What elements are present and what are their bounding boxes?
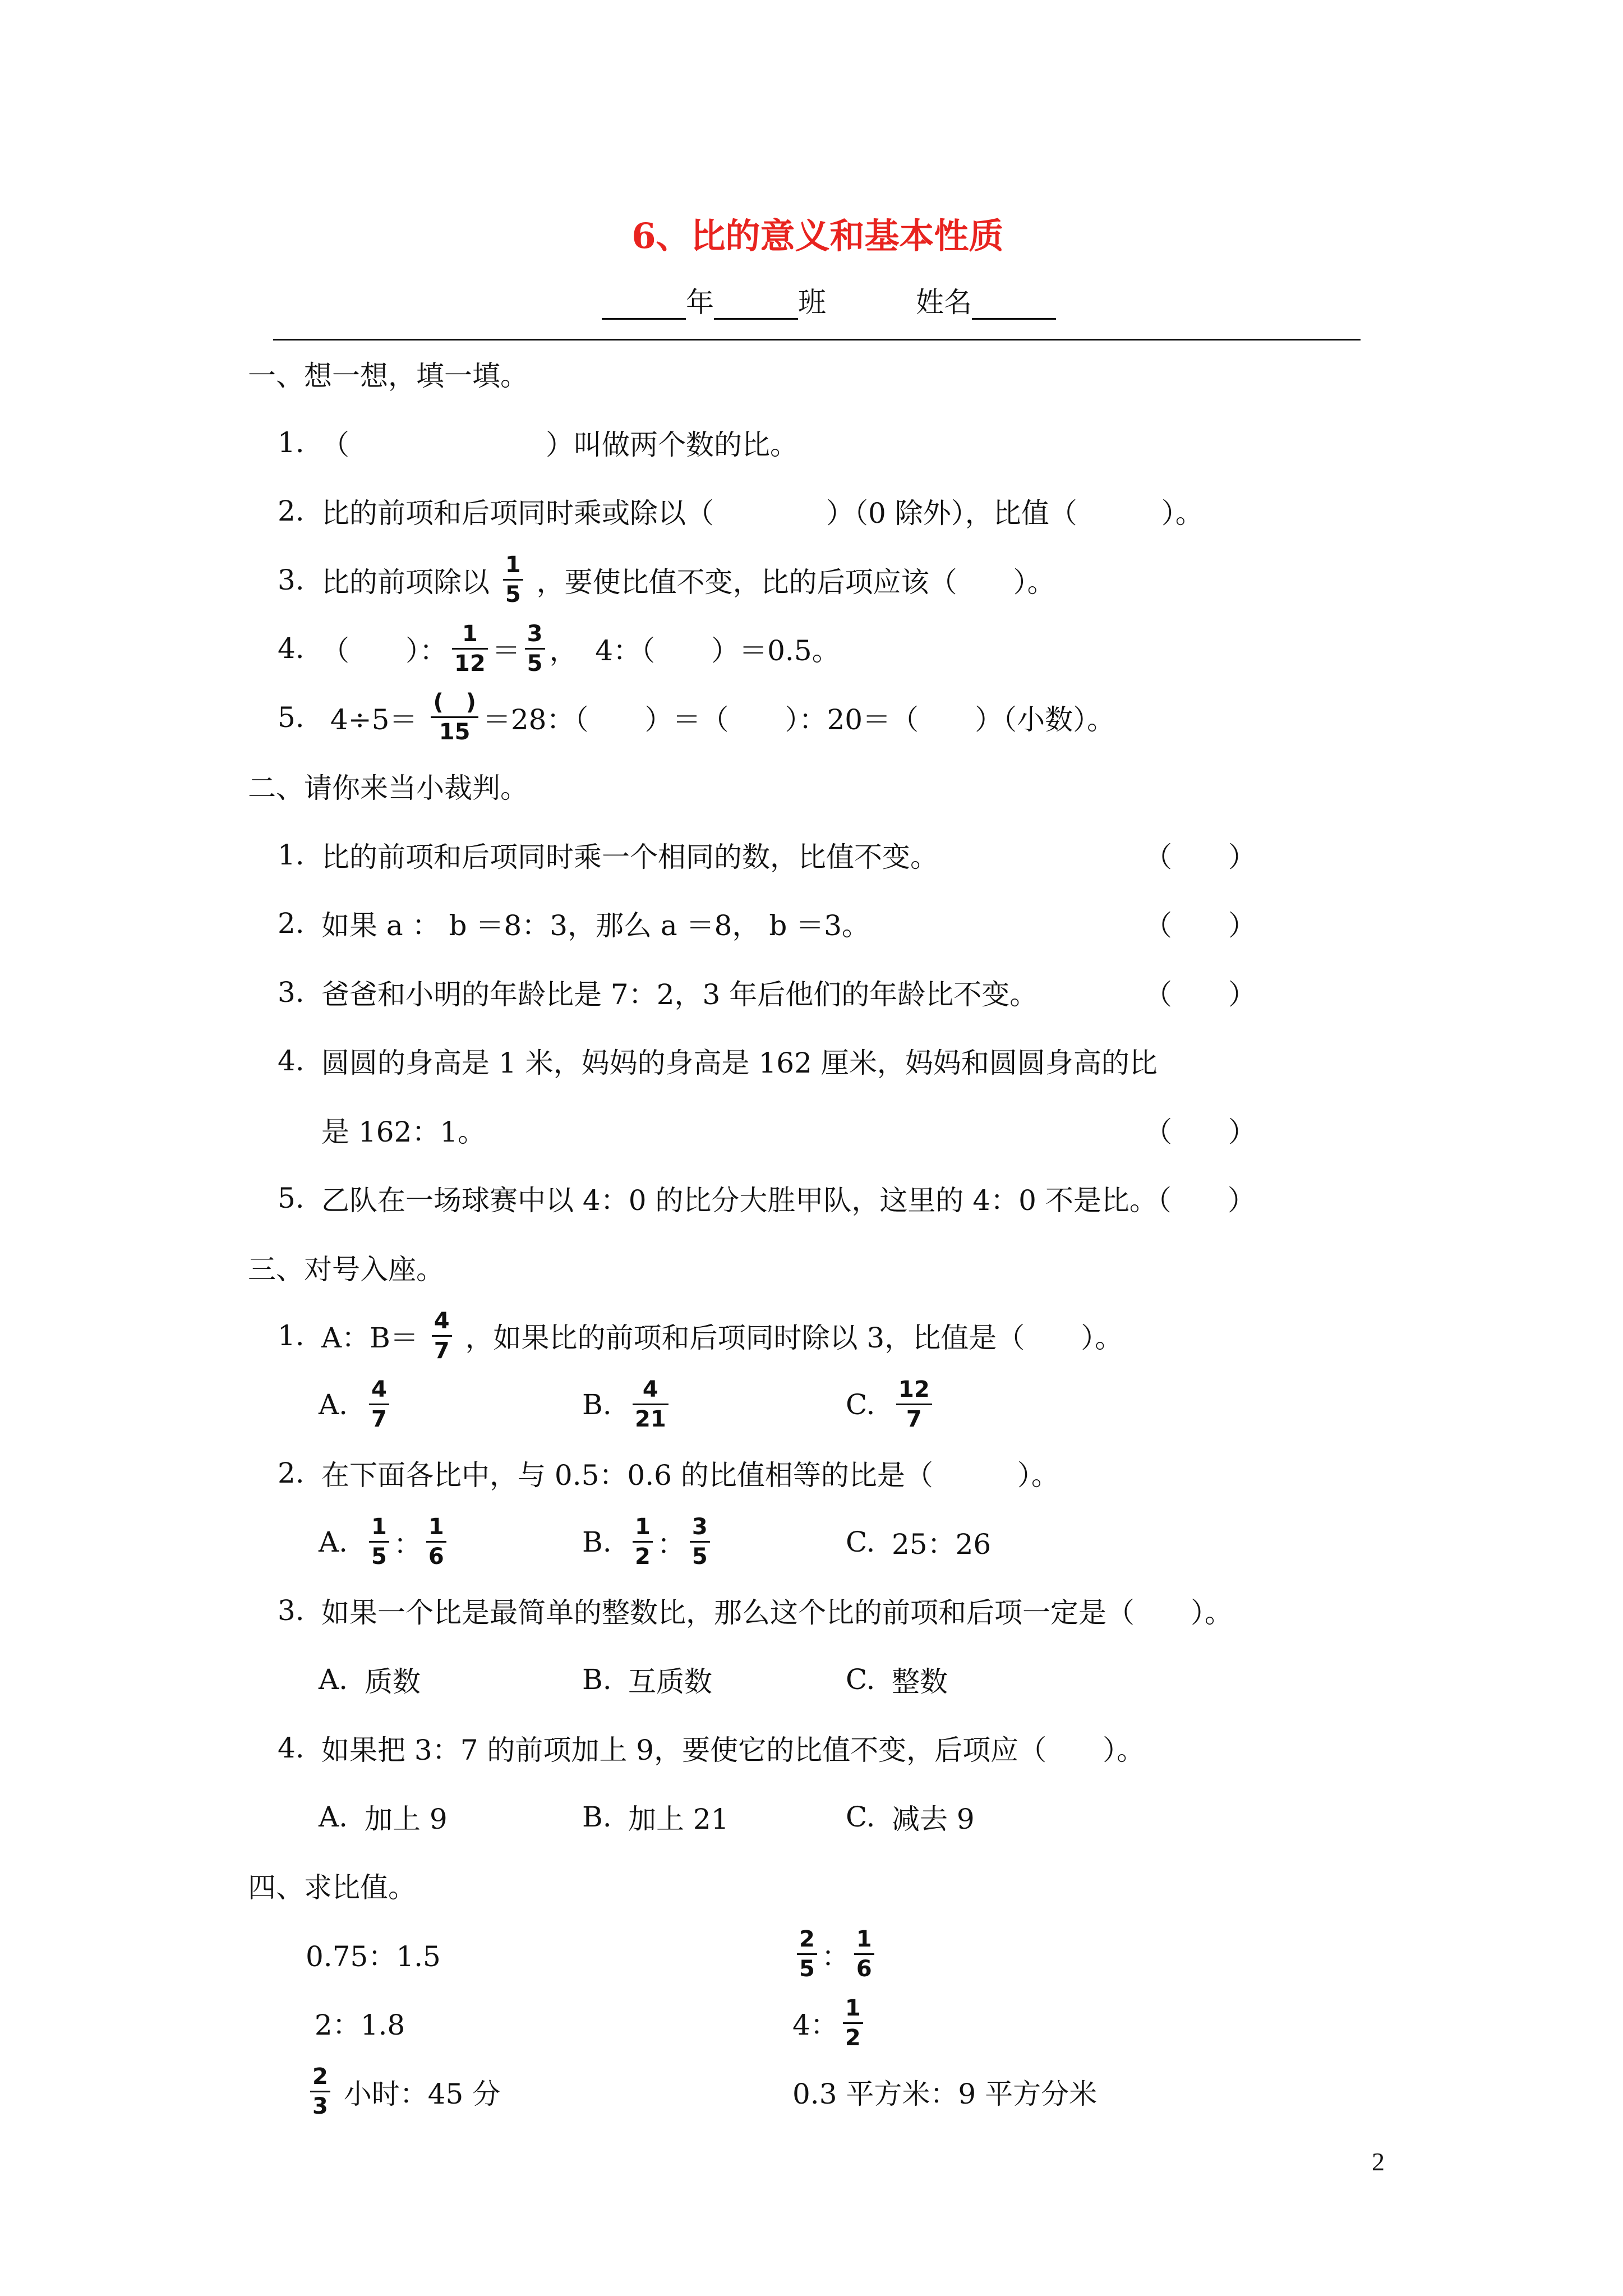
text-run: ，如果比的前项和后项同时除以 3，比值是（ ）。 — [456, 1322, 1123, 1355]
answer-option — [319, 1377, 582, 1432]
fraction-numerator: 4 — [369, 1377, 389, 1405]
question-row — [0, 1301, 1623, 1370]
text-run: ： — [821, 1940, 850, 1973]
fraction — [690, 1515, 710, 1569]
answer-option — [846, 1377, 1109, 1432]
answer-option — [846, 1797, 1109, 1837]
question-row — [0, 614, 1623, 683]
option-label: B. — [582, 1800, 612, 1833]
fraction-denominator: 6 — [856, 1956, 872, 1982]
fraction-numerator: ( ) — [431, 690, 478, 718]
text-run: A：B＝ — [321, 1322, 427, 1355]
options-row — [0, 1508, 1623, 1577]
fraction — [432, 1309, 452, 1363]
question-continuation-row — [0, 1096, 1623, 1165]
text-run: 是 162：1。 — [321, 1115, 486, 1148]
exercise-item — [792, 2072, 1097, 2112]
text-run: 2：1.8 — [306, 2009, 405, 2042]
options-row — [0, 1645, 1623, 1714]
answer-option — [582, 1659, 846, 1700]
answer-option — [582, 1377, 846, 1432]
answer-option — [582, 1515, 846, 1569]
text-run: 4÷5＝ — [321, 703, 427, 736]
option-label: C. — [846, 1525, 875, 1558]
option-label: A. — [319, 1663, 348, 1696]
question-number: 4. — [278, 632, 305, 665]
text-run: 4： — [792, 2009, 838, 2042]
text-run: 0.75：1.5 — [306, 1940, 441, 1973]
question-text — [321, 972, 1038, 1013]
question-text — [321, 1453, 1059, 1493]
text-run: 0.3 平方米：9 平方分米 — [792, 2077, 1098, 2110]
question-number: 5. — [278, 1182, 305, 1215]
fraction-denominator: 3 — [312, 2093, 328, 2120]
fraction — [843, 1996, 863, 2050]
text-run: 比的前项和后项同时乘或除以（ ）（0 除外），比值（ ）。 — [321, 497, 1204, 530]
student-info-line — [602, 285, 1056, 320]
section-heading: 二、请你来当小裁判。 — [248, 772, 528, 805]
question-number: 2. — [278, 907, 305, 940]
question-number: 1. — [278, 838, 305, 871]
fraction — [633, 1377, 668, 1432]
text-run: ： — [393, 1527, 422, 1561]
exercise-row — [0, 1989, 1623, 2058]
fraction-numerator: 4 — [432, 1309, 452, 1337]
name-blank — [972, 289, 1056, 320]
fraction-numerator: 1 — [843, 1996, 863, 2024]
option-label: A. — [319, 1388, 348, 1421]
text-run: 乙队在一场球赛中以 4：0 的比分大胜甲队，这里的 4：0 不是比。（ ） — [321, 1184, 1256, 1217]
class-label: 班 — [798, 286, 826, 319]
fraction-numerator: 1 — [854, 1927, 874, 1955]
question-text — [321, 422, 798, 463]
fraction-denominator: 2 — [635, 1544, 651, 1570]
fraction — [310, 2064, 330, 2119]
fraction-denominator: 5 — [799, 1956, 815, 1982]
text-run: 加上 9 — [365, 1802, 448, 1835]
section-heading: 三、对号入座。 — [248, 1253, 444, 1286]
question-row — [0, 408, 1623, 477]
page-title: 6、比的意义和基本性质 — [631, 215, 1004, 256]
fraction-numerator: 2 — [310, 2064, 330, 2092]
fraction-numerator: 4 — [633, 1377, 668, 1405]
question-row — [0, 1439, 1623, 1508]
fraction — [525, 622, 545, 676]
question-text — [321, 1178, 1256, 1218]
text-run: 爸爸和小明的年龄比是 7：2，3 年后他们的年龄比不变。 — [321, 978, 1038, 1011]
question-text — [321, 835, 938, 875]
question-number: 4. — [278, 1045, 305, 1078]
question-row — [0, 1576, 1623, 1645]
class-blank — [714, 289, 798, 320]
question-row — [0, 958, 1623, 1027]
text-run: 小时：45 分 — [334, 2077, 501, 2110]
question-number: 1. — [278, 426, 305, 459]
text-run: 加上 21 — [628, 1802, 729, 1835]
section-heading: 四、求比值。 — [248, 1871, 416, 1904]
option-label: B. — [582, 1388, 612, 1421]
fraction — [797, 1927, 817, 1981]
question-number: 5. — [278, 701, 305, 734]
page-number: 2 — [1372, 2147, 1385, 2176]
text-run: ，要使比值不变，比的后项应该（ ）。 — [527, 565, 1055, 599]
options-row — [0, 1370, 1623, 1439]
fraction-numerator: 1 — [452, 622, 488, 650]
option-label: C. — [846, 1800, 875, 1833]
name-label: 姓名 — [916, 286, 972, 319]
fraction-denominator: 12 — [454, 650, 486, 677]
text-run: ＝28：（ ）＝（ ）：20＝（ ）（小数）。 — [482, 703, 1115, 736]
option-label: C. — [846, 1663, 875, 1696]
fraction — [503, 553, 523, 607]
fraction — [452, 622, 488, 676]
text-run: 比的前项和后项同时乘一个相同的数，比值不变。 — [321, 840, 938, 873]
question-row — [0, 889, 1623, 958]
question-text — [321, 622, 840, 676]
question-row — [0, 1027, 1623, 1096]
question-row — [0, 683, 1623, 752]
text-run: 如果 a ： b ＝8：3，那么 a ＝8， b ＝3。 — [321, 909, 870, 942]
question-number: 4. — [278, 1732, 305, 1765]
fraction-numerator: 1 — [369, 1515, 389, 1543]
question-row — [0, 821, 1623, 890]
fraction — [426, 1515, 446, 1569]
fraction-denominator: 7 — [371, 1406, 387, 1433]
fraction-denominator: 15 — [439, 719, 471, 746]
fraction — [854, 1927, 874, 1981]
option-label: A. — [319, 1800, 348, 1833]
exercise-item — [306, 1934, 792, 1975]
option-label: C. — [846, 1388, 875, 1421]
question-number: 3. — [278, 976, 305, 1009]
judge-parens: （ ） — [1144, 1115, 1256, 1148]
text-run: 25：26 — [892, 1527, 992, 1561]
answer-option — [319, 1515, 582, 1569]
question-text — [321, 491, 1204, 531]
question-text — [321, 1110, 486, 1150]
fraction-denominator: 21 — [635, 1406, 666, 1433]
option-label: B. — [582, 1663, 612, 1696]
question-text — [321, 1309, 1123, 1363]
question-text — [321, 903, 870, 944]
grade-blank — [602, 289, 686, 320]
fraction — [633, 1515, 653, 1569]
question-number: 2. — [278, 495, 305, 528]
fraction-numerator: 3 — [525, 622, 545, 650]
fraction — [896, 1377, 932, 1432]
fraction-denominator: 2 — [845, 2024, 861, 2051]
fraction-denominator: 7 — [906, 1406, 922, 1433]
question-text — [321, 690, 1115, 744]
fraction — [369, 1377, 389, 1432]
judge-parens: （ ） — [1144, 909, 1256, 942]
text-run: ， 4：（ ）＝0.5。 — [549, 634, 840, 668]
answer-option — [846, 1522, 1109, 1562]
text-run: （ ）叫做两个数的比。 — [321, 428, 798, 461]
question-row — [0, 477, 1623, 546]
text-run: 如果把 3：7 的前项加上 9，要使它的比值不变，后项应（ ）。 — [321, 1734, 1145, 1767]
judge-parens: （ ） — [1144, 978, 1256, 1011]
question-number: 1. — [278, 1319, 305, 1352]
question-row — [0, 1164, 1623, 1233]
question-row — [0, 546, 1623, 615]
fraction-numerator: 1 — [426, 1515, 446, 1543]
text-run: 圆圆的身高是 1 米，妈妈的身高是 162 厘米，妈妈和圆圆身高的比 — [321, 1047, 1158, 1080]
question-text — [321, 1041, 1158, 1081]
question-number: 3. — [278, 1594, 305, 1627]
question-number: 2. — [278, 1457, 305, 1490]
text-run: ： — [657, 1527, 685, 1561]
fraction-numerator: 1 — [503, 553, 523, 581]
question-number: 3. — [278, 563, 305, 596]
section-heading: 一、想一想，填一填。 — [248, 360, 528, 393]
question-text — [321, 1590, 1233, 1631]
fraction — [431, 690, 478, 744]
worksheet-content — [0, 339, 1623, 2126]
fraction-denominator: 5 — [691, 1544, 708, 1570]
fraction-denominator: 6 — [428, 1544, 444, 1570]
fraction-numerator: 3 — [690, 1515, 710, 1543]
exercise-item — [792, 1927, 879, 1981]
question-text — [321, 553, 1055, 607]
option-label: A. — [319, 1525, 348, 1558]
option-label: B. — [582, 1525, 612, 1558]
fraction-denominator: 5 — [527, 650, 543, 677]
fraction-numerator: 1 — [633, 1515, 653, 1543]
fraction — [369, 1515, 389, 1569]
answer-option — [319, 1797, 582, 1837]
exercise-row — [0, 2058, 1623, 2127]
text-run: 互质数 — [628, 1665, 712, 1698]
exercise-item — [306, 2064, 792, 2119]
text-run: 质数 — [365, 1665, 421, 1698]
fraction-denominator: 5 — [371, 1544, 387, 1570]
text-run: （ ）： — [321, 634, 448, 668]
fraction-numerator: 12 — [896, 1377, 932, 1405]
exercise-item — [792, 1996, 868, 2050]
options-row — [0, 1783, 1623, 1852]
answer-option — [582, 1797, 846, 1837]
question-row — [0, 1714, 1623, 1783]
answer-option — [319, 1659, 582, 1700]
fraction-denominator: 7 — [434, 1337, 450, 1364]
text-run: 如果一个比是最简单的整数比，那么这个比的前项和后项一定是（ ）。 — [321, 1596, 1233, 1630]
fraction-numerator: 2 — [797, 1927, 817, 1955]
grade-label: 年 — [686, 286, 714, 319]
text-run: 整数 — [892, 1665, 948, 1698]
text-run: ＝ — [492, 634, 520, 668]
question-text — [321, 1728, 1145, 1768]
exercise-item — [306, 2003, 792, 2043]
answer-option — [846, 1659, 1109, 1700]
judge-parens: （ ） — [1144, 840, 1256, 873]
text-run: 减去 9 — [892, 1802, 975, 1835]
exercise-row — [0, 1920, 1623, 1989]
text-run: 比的前项除以 — [321, 565, 499, 599]
text-run: 在下面各比中，与 0.5：0.6 的比值相等的比是（ ）。 — [321, 1459, 1059, 1492]
fraction-denominator: 5 — [505, 582, 521, 608]
